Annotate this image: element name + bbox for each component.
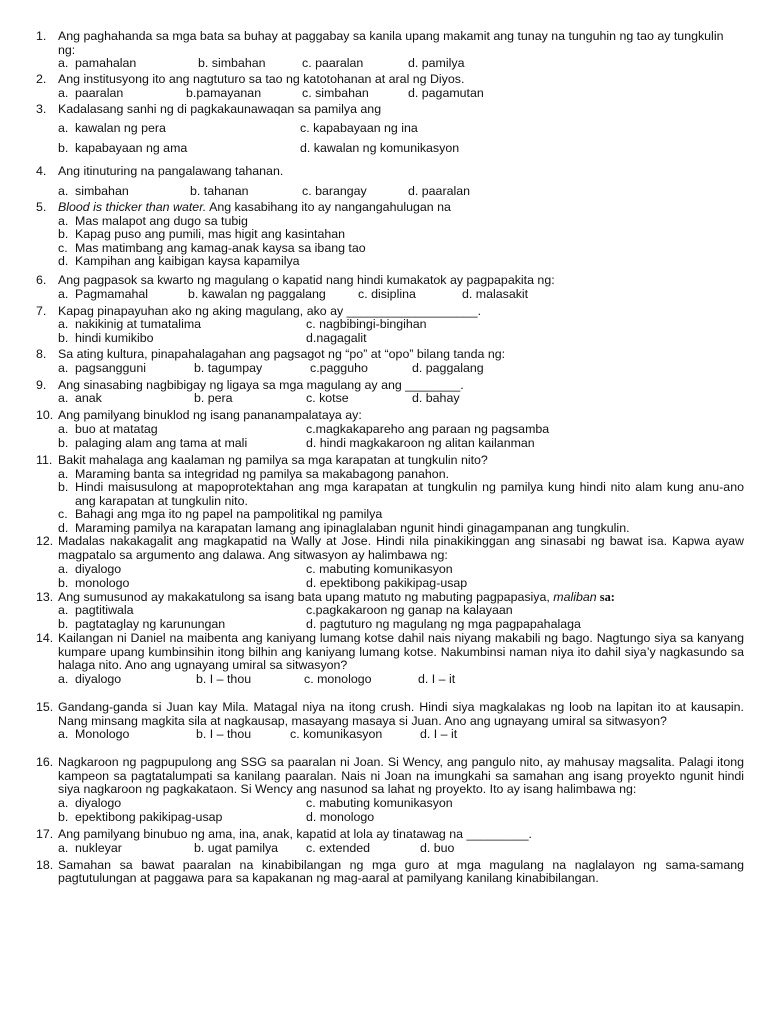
option-a: a. pagsangguni bbox=[58, 360, 146, 375]
question-text: Kailangan ni Daniel na maibenta ang kaniyang lumang kotse dahil nais niyang makabili ng bago. Nagtungo siya sa kanyang kumpare upang kumbinsihin itong bilhin ang kaniyang lumang kotse. Nakumbinsi naman niya ito dahil siya’y nagkasundo sa halaga nito. Ano ang ugnayang umiral sa sitwasyon? bbox=[58, 631, 744, 673]
option-c: c. kapabayaan ng ina bbox=[300, 121, 418, 136]
option-a: a. Pagmamahal bbox=[58, 286, 149, 301]
option-c: c.pagkakaroon ng ganap na kalayaan bbox=[306, 603, 513, 618]
question-number: 14. bbox=[36, 631, 54, 646]
question-number: 3. bbox=[36, 101, 47, 116]
proverb-italic: Blood is thicker than water. bbox=[58, 199, 207, 214]
option-d: d. paaralan bbox=[408, 183, 471, 198]
option-b: b. ugat pamilya bbox=[194, 840, 279, 855]
question-number: 18. bbox=[36, 857, 54, 872]
option-a: a. buo at matatag bbox=[58, 421, 158, 436]
option-d: d. I – it bbox=[418, 672, 456, 687]
question-number: 13. bbox=[36, 589, 54, 604]
question-10 bbox=[36, 409, 744, 451]
option-c: c. paaralan bbox=[302, 56, 364, 71]
question-text: Ang pamilyang binubuo ng ama, ina, anak, kapatid at lola ay tinatawag na _________. bbox=[58, 827, 532, 841]
question-2 bbox=[36, 73, 744, 101]
option-d: d. hindi magkakaroon ng alitan kailanman bbox=[306, 435, 535, 450]
question-number: 2. bbox=[36, 72, 47, 87]
option-a: a. Mas malapot ang dugo sa tubig bbox=[58, 213, 248, 228]
question-text: Ang sinasabing nagbibigay ng ligaya sa mga magulang ay ang ________. bbox=[58, 377, 464, 392]
option-d: d.nagagalit bbox=[306, 331, 367, 346]
question-9 bbox=[36, 379, 744, 407]
option-c: c. mabuting komunikasyon bbox=[306, 796, 453, 810]
question-17 bbox=[36, 828, 744, 856]
question-6 bbox=[36, 274, 744, 302]
option-b: b. Hindi maisusulong at mapoprotektahan ang mga karapatan at tungkulin ng pamilya kung hindi nito alam kung anu-ano ang karapatan at tungkulin nito. bbox=[58, 480, 744, 508]
question-number: 17. bbox=[36, 827, 54, 841]
question-text: Ang institusyong ito ang nagtuturo sa tao ng katotohanan at aral ng Diyos. bbox=[58, 72, 465, 87]
option-b: b. epektibong pakikipag-usap bbox=[58, 810, 223, 824]
question-7 bbox=[36, 305, 744, 347]
option-d: d. paggalang bbox=[412, 360, 484, 375]
question-1 bbox=[36, 30, 744, 71]
question-text: Madalas nakakagalit ang magkapatid na Wally at Jose. Hindi nila pinakikinggan ang sinasabi ng bawat isa. Kapwa ayaw magpatalo sa argumento ang dalawa. Ang sitwasyon ay halimbawa ng: bbox=[58, 534, 744, 563]
option-b: b. I – thou bbox=[196, 727, 252, 742]
question-text: Ang itinuturing na pangalawang tahanan. bbox=[58, 164, 284, 179]
question-number: 5. bbox=[36, 199, 47, 214]
option-d: d. Maraming pamilya na karapatan lamang ang ipinaglalaban ngunit hindi ginagampanan ang tungkulin. bbox=[58, 520, 630, 535]
question-number: 15. bbox=[36, 700, 54, 715]
question-12 bbox=[36, 535, 744, 590]
option-d: d. buo bbox=[420, 840, 455, 855]
option-a: a. paaralan bbox=[58, 85, 124, 100]
option-a: a. pagtitiwala bbox=[58, 603, 134, 618]
option-d: d. Kampihan ang kaibigan kaysa kapamilya bbox=[58, 254, 300, 269]
option-b: b.pamayanan bbox=[186, 85, 262, 100]
option-b: b. kawalan ng paggalang bbox=[188, 286, 326, 301]
option-b: b. I – thou bbox=[196, 672, 252, 687]
question-number: 6. bbox=[36, 272, 47, 287]
option-a: a. nakikinig at tumatalima bbox=[58, 317, 202, 332]
option-c: c.pagguho bbox=[310, 360, 368, 375]
question-11 bbox=[36, 454, 744, 536]
option-c: c. simbahan bbox=[302, 85, 369, 100]
question-number: 1. bbox=[36, 29, 47, 43]
question-number: 7. bbox=[36, 303, 47, 318]
option-c: c. kotse bbox=[306, 391, 349, 406]
question-text: Kapag pinapayuhan ako ng aking magulang, ako ay ___________________. bbox=[58, 303, 482, 318]
option-b: b. simbahan bbox=[198, 56, 266, 71]
question-number: 4. bbox=[36, 164, 47, 179]
option-a: a. diyalogo bbox=[58, 796, 122, 810]
question-text: Nagkaroon ng pagpupulong ang SSG sa paaralan ni Joan. Si Wency, ang pangulo nito, ay mahusay magsalita. Palagi itong kampeon sa pagtatalumpati sa kanilang paaralan. Nais ni Joan na imungkahi sa samahan ang isang proyekto ngunit hindi siya nagkaroon ng pagkakataon. Si Wency ang nasunod sa lahat ng proyekto. Ito ay isang halimbawa ng: bbox=[58, 755, 744, 797]
question-number: 8. bbox=[36, 347, 47, 362]
question-text: Ang pagpasok sa kwarto ng magulang o kapatid nang hindi kumakatok ay pagpapakita ng: bbox=[58, 272, 555, 287]
option-c: c. barangay bbox=[302, 183, 367, 198]
option-c: c. extended bbox=[306, 840, 371, 855]
question-8 bbox=[36, 348, 744, 376]
question-16 bbox=[36, 756, 744, 825]
option-d: d. pagamutan bbox=[408, 85, 484, 100]
question-number: 9. bbox=[36, 377, 47, 392]
option-c: c. Bahagi ang mga ito ng papel na pampolitikal ng pamilya bbox=[58, 507, 383, 522]
question-text: Bakit mahalaga ang kaalaman ng pamilya sa mga karapatan at tungkulin nito? bbox=[58, 452, 488, 467]
option-b: b. pagtataglay ng karunungan bbox=[58, 617, 226, 632]
question-text: Ang paghahanda sa mga bata sa buhay at paggabay sa kanila upang makamit ang tunay na tunguhin ng tao ay tungkulin ng: bbox=[58, 29, 724, 57]
question-text: Sa ating kultura, pinapahalagahan ang pagsagot ng “po” at “opo” bilang tanda ng: bbox=[58, 347, 506, 362]
option-d: d. I – it bbox=[420, 727, 458, 742]
option-b: b. kapabayaan ng ama bbox=[58, 141, 188, 156]
option-c: c. nagbibingi-bingihan bbox=[306, 317, 427, 332]
option-d: d. epektibong pakikipag-usap bbox=[306, 575, 468, 590]
question-number: 10. bbox=[36, 408, 54, 423]
option-c: c. monologo bbox=[304, 672, 372, 687]
option-d: d. kawalan ng komunikasyon bbox=[300, 141, 460, 156]
option-d: d. pamilya bbox=[408, 56, 465, 71]
option-c: c. disiplina bbox=[358, 286, 416, 301]
option-b: b. hindi kumikibo bbox=[58, 331, 154, 346]
option-a: a. anak bbox=[58, 391, 102, 406]
option-b: b. pera bbox=[194, 391, 233, 406]
option-b: b. tahanan bbox=[190, 183, 249, 198]
option-d: d. bahay bbox=[412, 391, 460, 406]
option-d: d. malasakit bbox=[462, 286, 529, 301]
question-number: 11. bbox=[36, 452, 53, 467]
option-a: a. nukleyar bbox=[58, 840, 122, 855]
option-a: a. kawalan ng pera bbox=[58, 121, 166, 136]
question-15 bbox=[36, 701, 744, 742]
question-text: Samahan sa bawat paaralan na kinabibilangan ng mga guro at mga magulang na naglalayon ng sama-samang pagtutulungan at paggawa para sa kapakanan ng mag-aaral at pamilyang kanilang kinabibilangan. bbox=[58, 857, 744, 886]
option-a: a. Maraming banta sa integridad ng pamilya sa makabagong panahon. bbox=[58, 466, 450, 481]
option-d: d. monologo bbox=[306, 810, 375, 824]
question-5 bbox=[36, 201, 744, 269]
maliban-italic: maliban bbox=[553, 589, 597, 604]
option-b: b. monologo bbox=[58, 575, 130, 590]
option-a: a. simbahan bbox=[58, 183, 129, 198]
option-a: a. diyalogo bbox=[58, 561, 122, 576]
question-18 bbox=[36, 859, 744, 886]
question-3 bbox=[36, 103, 744, 157]
option-b: b. palaging alam ang tama at mali bbox=[58, 435, 248, 450]
question-text: Ang pamilyang binuklod ng isang pananampalataya ay: bbox=[58, 408, 362, 423]
option-a: a. Monologo bbox=[58, 727, 130, 742]
question-text: Ang sumusunod ay makakatulong sa isang bata upang matuto ng mabuting pagpapasiya, maliban sa: bbox=[58, 589, 615, 604]
option-c: c. Mas matimbang ang kamag-anak kaysa sa ibang tao bbox=[58, 240, 366, 255]
question-text: Kadalasang sanhi ng di pagkakaunawaqan sa pamilya ang bbox=[58, 101, 382, 116]
option-c: c.magkakapareho ang paraan ng pagsamba bbox=[306, 421, 550, 436]
question-13 bbox=[36, 591, 744, 633]
question-number: 16. bbox=[36, 755, 54, 770]
option-c: c. komunikasyon bbox=[290, 727, 383, 742]
question-4 bbox=[36, 165, 744, 199]
question-text: Blood is thicker than water. Ang kasabihang ito ay nangangahulugan na bbox=[58, 199, 451, 214]
option-b: b. Kapag puso ang pumili, mas higit ang kasintahan bbox=[58, 227, 346, 242]
question-text: Gandang-ganda si Juan kay Mila. Matagal niya na itong crush. Hindi siya magkalakas ng loob na lapitan ito at kausapin. Nang minsang magkita sila at nagkausap, masayang masaya si Juan. Ano ang ugnayang umiral sa sitwasyon? bbox=[58, 700, 744, 728]
option-b: b. tagumpay bbox=[194, 360, 263, 375]
option-a: a. pamahalan bbox=[58, 56, 137, 71]
question-number: 12. bbox=[36, 534, 54, 549]
question-14 bbox=[36, 632, 744, 687]
option-d: d. pagtuturo ng magulang ng mga pagpapahalaga bbox=[306, 617, 581, 632]
option-c: c. mabuting komunikasyon bbox=[306, 561, 453, 576]
option-a: a. diyalogo bbox=[58, 672, 122, 687]
